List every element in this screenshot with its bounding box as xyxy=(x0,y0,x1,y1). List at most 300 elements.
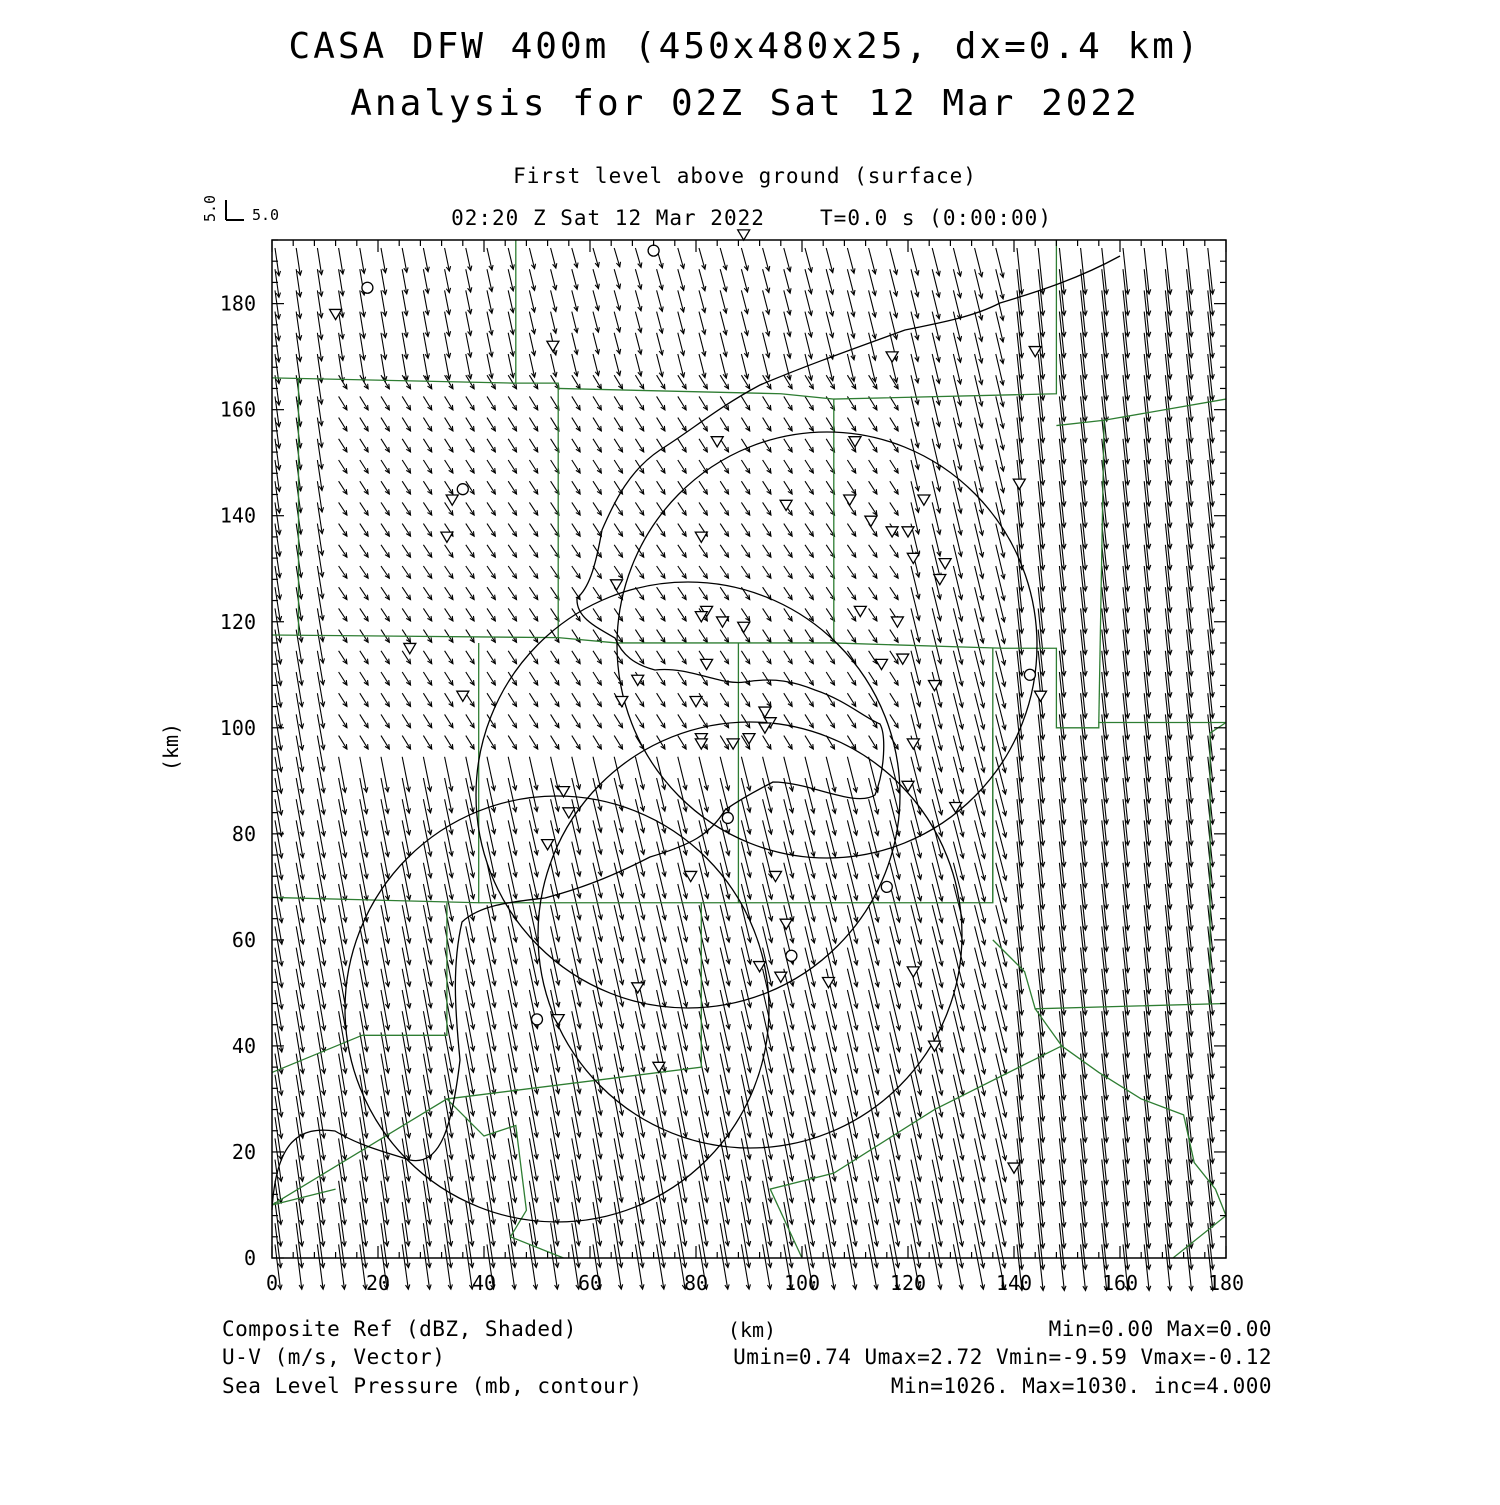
wind-vector xyxy=(932,1181,941,1225)
wind-vector xyxy=(890,1160,899,1203)
wind-vector xyxy=(911,1202,920,1246)
wind-vector xyxy=(890,1223,898,1267)
wind-vector xyxy=(953,714,962,750)
wind-vector xyxy=(317,926,324,965)
y-tick-label: 60 xyxy=(231,927,256,952)
wind-vector xyxy=(911,842,921,880)
wind-vector xyxy=(869,863,879,901)
wind-vector xyxy=(847,269,854,295)
wind-vector xyxy=(953,608,961,642)
wind-vector xyxy=(720,948,729,986)
wind-vector xyxy=(593,905,601,941)
wind-vector xyxy=(529,1138,536,1180)
wind-vector xyxy=(402,990,409,1030)
wind-vector xyxy=(275,820,282,858)
wind-vector xyxy=(487,905,495,942)
wind-vector xyxy=(572,1160,579,1203)
wind-vector xyxy=(678,990,687,1029)
wind-vector xyxy=(996,587,1005,622)
wind-vector xyxy=(551,1096,559,1137)
wind-vector xyxy=(635,1054,643,1094)
wind-vector xyxy=(572,948,580,985)
wind-vector xyxy=(805,1202,813,1246)
x-tick-label: 120 xyxy=(889,1271,927,1295)
wind-vector xyxy=(339,1075,346,1117)
wind-vector xyxy=(763,799,772,834)
wind-vector xyxy=(847,799,856,835)
wind-vector xyxy=(975,566,983,600)
wind-vector xyxy=(466,778,473,812)
wind-vector xyxy=(402,905,409,943)
wind-vector xyxy=(784,990,793,1029)
wind-vector xyxy=(360,1223,366,1267)
wind-vector xyxy=(805,969,814,1008)
wind-vector xyxy=(572,842,580,877)
wind-vector xyxy=(317,905,324,944)
wind-vector xyxy=(699,948,708,986)
wind-vector xyxy=(275,926,282,965)
footer-field2-stats: Umin=0.74 Umax=2.72 Vmin=-9.59 Vmax=-0.12 xyxy=(733,1345,1272,1369)
wind-vector xyxy=(763,926,772,964)
wind-vector xyxy=(296,863,303,901)
wind-vector xyxy=(805,1075,814,1116)
wind-vector xyxy=(508,1138,515,1180)
wind-vector xyxy=(953,1244,962,1289)
wind-vector xyxy=(826,290,832,316)
wind-vector xyxy=(826,926,835,964)
wind-vector xyxy=(466,1011,474,1051)
wind-vector xyxy=(847,1244,855,1289)
wind-vector xyxy=(996,757,1006,794)
wind-vector xyxy=(360,926,367,965)
wind-vector xyxy=(826,863,835,900)
wind-vector xyxy=(593,1223,600,1267)
wind-vector xyxy=(381,1181,387,1225)
wind-vector xyxy=(339,1160,345,1203)
wind-vector xyxy=(826,1075,835,1116)
footer-field3-name: Sea Level Pressure (mb, contour) xyxy=(222,1374,643,1398)
wind-vector xyxy=(275,842,282,880)
wind-vector xyxy=(296,1096,303,1138)
wind-vector xyxy=(296,1011,303,1052)
wind-vector xyxy=(402,1181,409,1224)
wind-vector xyxy=(635,1181,643,1224)
wind-vector xyxy=(635,1032,643,1071)
wind-vector xyxy=(402,1075,409,1116)
wind-vector xyxy=(996,820,1006,858)
wind-vector xyxy=(996,1138,1006,1181)
wind-vector xyxy=(784,1117,793,1159)
wind-vector xyxy=(296,990,303,1030)
wind-vector xyxy=(275,1138,281,1181)
wind-vector xyxy=(975,1181,984,1225)
wind-vector xyxy=(996,905,1006,945)
wind-vector xyxy=(572,1117,580,1159)
station-marker-triangle xyxy=(695,532,707,542)
wind-vector xyxy=(932,736,941,772)
wind-vector xyxy=(423,1160,430,1203)
wind-vector xyxy=(741,1160,749,1203)
wind-vector xyxy=(275,672,281,707)
station-marker-triangle xyxy=(754,962,766,972)
wind-vector xyxy=(975,1160,984,1203)
station-marker-triangle xyxy=(701,659,713,669)
wind-vector xyxy=(953,672,962,707)
wind-vector xyxy=(529,1117,537,1159)
wind-vector xyxy=(975,778,985,815)
station-marker-triangle xyxy=(865,516,877,526)
wind-vector xyxy=(996,566,1004,600)
station-marker-triangle xyxy=(939,559,951,569)
wind-vector xyxy=(275,1054,282,1096)
wind-vector xyxy=(805,1096,814,1138)
wind-vector xyxy=(657,1202,665,1246)
wind-vector xyxy=(932,1202,941,1246)
wind-vector xyxy=(805,799,814,835)
wind-vector xyxy=(975,1117,985,1160)
wind-vector xyxy=(381,969,388,1008)
wind-vector xyxy=(529,884,537,920)
wind-vector xyxy=(466,1160,473,1203)
wind-vector xyxy=(296,736,302,772)
wind-vector xyxy=(635,842,643,876)
wind-vector xyxy=(466,948,474,986)
wind-vector xyxy=(466,1032,474,1072)
wind-vector xyxy=(635,926,644,963)
wind-vector xyxy=(932,926,942,965)
wind-vector xyxy=(381,778,388,813)
wind-vector xyxy=(699,969,708,1007)
station-marker-circle xyxy=(532,1014,543,1025)
y-tick-label: 180 xyxy=(219,291,256,316)
wind-vector xyxy=(317,842,324,879)
wind-vector xyxy=(423,1223,429,1267)
station-marker-triangle xyxy=(717,617,729,627)
wind-vector xyxy=(381,926,388,964)
wind-vector xyxy=(296,1202,302,1246)
wind-vector xyxy=(614,1032,622,1071)
wind-vector xyxy=(593,1011,601,1050)
wind-vector xyxy=(911,926,921,965)
wind-vector xyxy=(423,1054,430,1095)
wind-vector xyxy=(720,842,729,877)
county-boundary xyxy=(272,240,516,383)
wind-vector xyxy=(508,842,516,877)
wind-vector xyxy=(953,651,962,686)
wind-vector xyxy=(339,1202,345,1246)
wind-vector xyxy=(996,1202,1005,1246)
wind-vector xyxy=(763,1181,771,1224)
station-marker-triangle xyxy=(1029,347,1041,357)
wind-vector xyxy=(339,1117,346,1159)
wind-vector xyxy=(466,990,474,1029)
wind-vector xyxy=(890,905,900,944)
wind-vector xyxy=(996,714,1005,751)
x-tick-label: 180 xyxy=(1207,1271,1245,1295)
wind-vector xyxy=(932,905,942,944)
wind-vector xyxy=(932,608,940,642)
wind-vector xyxy=(911,693,920,728)
wind-vector xyxy=(869,1181,878,1225)
wind-vector xyxy=(975,651,984,686)
wind-vector xyxy=(339,926,346,965)
wind-vector xyxy=(466,926,474,964)
wind-vector xyxy=(826,1054,835,1095)
wind-vector xyxy=(317,778,324,814)
wind-vector xyxy=(847,990,856,1030)
wind-vector xyxy=(402,1160,409,1203)
wind-vector xyxy=(487,1054,495,1094)
footer-field1-stats: Min=0.00 Max=0.00 xyxy=(1048,1317,1272,1341)
wind-vector xyxy=(996,1117,1006,1160)
wind-vector xyxy=(869,842,878,879)
station-marker-triangle xyxy=(446,495,458,505)
wind-vector xyxy=(720,778,728,812)
wind-vector xyxy=(869,1011,879,1051)
wind-vector xyxy=(763,1054,772,1095)
wind-vector xyxy=(932,1096,941,1138)
wind-vector xyxy=(699,990,708,1029)
wind-vector xyxy=(508,1117,515,1159)
wind-vector xyxy=(551,969,559,1007)
wind-vector xyxy=(869,990,879,1030)
wind-vector xyxy=(360,1181,366,1225)
wind-vector xyxy=(381,1160,388,1203)
station-marker-triangle xyxy=(738,622,750,632)
county-boundary xyxy=(362,903,447,1036)
county-boundary xyxy=(1099,420,1104,722)
wind-vector xyxy=(317,736,323,772)
wind-vector xyxy=(275,757,281,793)
station-marker-triangle xyxy=(653,1062,665,1072)
wind-vector xyxy=(508,1160,515,1203)
wind-vector xyxy=(741,948,750,986)
wind-vector xyxy=(699,926,708,963)
wind-vector xyxy=(996,884,1006,923)
wind-vector xyxy=(869,948,879,987)
wind-vector xyxy=(678,969,687,1007)
wind-vector xyxy=(635,1160,643,1203)
wind-vector xyxy=(529,1244,536,1289)
wind-vector xyxy=(720,1202,728,1246)
wind-vector xyxy=(381,1202,387,1246)
wind-vector xyxy=(826,990,835,1030)
wind-vector xyxy=(890,799,899,836)
wind-vector xyxy=(529,948,537,986)
wind-vector xyxy=(657,884,666,920)
wind-vector xyxy=(741,990,750,1029)
wind-vector xyxy=(360,969,367,1008)
wind-vector xyxy=(826,799,835,835)
wind-vector xyxy=(529,863,537,899)
wind-vector xyxy=(487,1117,494,1159)
wind-vector xyxy=(784,1075,793,1116)
wind-vector xyxy=(975,1244,984,1289)
wind-vector xyxy=(487,1202,494,1246)
wind-vector xyxy=(911,1075,920,1117)
wind-vector xyxy=(805,926,814,964)
wind-vector xyxy=(996,990,1006,1031)
wind-vector xyxy=(296,757,302,793)
wind-vector xyxy=(911,1223,920,1267)
wind-vector xyxy=(805,757,814,792)
wind-vector xyxy=(720,1223,728,1267)
wind-vector xyxy=(402,1054,409,1095)
wind-vector xyxy=(614,1011,622,1050)
wind-vector xyxy=(445,948,453,986)
wind-vector xyxy=(487,990,495,1029)
wind-vector xyxy=(296,842,303,880)
wind-vector xyxy=(317,1011,324,1052)
wind-vector xyxy=(932,863,942,901)
wind-vector xyxy=(975,926,985,966)
wind-vector xyxy=(720,1117,728,1159)
wind-vector xyxy=(381,1032,388,1073)
wind-vector xyxy=(445,799,452,834)
station-marker-triangle xyxy=(457,691,469,701)
wind-vector xyxy=(826,905,835,943)
wind-vector xyxy=(784,863,793,900)
wind-vector xyxy=(381,820,388,856)
wind-vector xyxy=(402,926,409,964)
wind-vector xyxy=(953,757,962,794)
wind-vector xyxy=(996,1011,1006,1052)
wind-vector xyxy=(996,651,1005,687)
wind-vector xyxy=(614,1054,622,1094)
wind-vector xyxy=(996,778,1006,816)
x-tick-labels xyxy=(266,1271,1244,1295)
wind-vector xyxy=(890,778,899,814)
wind-vector xyxy=(975,1223,984,1268)
wind-vector xyxy=(847,1096,856,1138)
wind-vector xyxy=(360,1117,367,1159)
wind-vector xyxy=(445,1138,452,1180)
wind-vector xyxy=(847,248,854,273)
station-marker-triangle xyxy=(404,643,416,653)
wind-vector xyxy=(275,1096,281,1138)
wind-vector xyxy=(614,1160,622,1203)
wind-vector xyxy=(826,757,835,792)
wind-vector xyxy=(741,1138,749,1180)
wind-vector xyxy=(720,1054,729,1094)
station-marker-triangle xyxy=(1035,691,1047,701)
wind-vector xyxy=(763,990,772,1029)
wind-vector xyxy=(381,1138,388,1181)
wind-vector xyxy=(423,1011,430,1051)
wind-vector xyxy=(614,1223,621,1267)
wind-vector xyxy=(763,1244,771,1289)
wind-vector xyxy=(890,1096,899,1138)
wind-vector xyxy=(678,1032,687,1072)
wind-vector xyxy=(953,1202,962,1246)
wind-vector xyxy=(975,1032,985,1073)
wind-vector xyxy=(508,1032,516,1072)
vector-key-v-label: 5.0 xyxy=(201,194,219,222)
wind-vector xyxy=(423,1202,429,1246)
wind-vector xyxy=(360,1032,367,1073)
station-marker-triangle xyxy=(743,734,755,744)
wind-vector xyxy=(805,842,814,878)
wind-vector xyxy=(572,1223,579,1267)
wind-vector xyxy=(996,545,1004,579)
wind-vector xyxy=(423,1117,430,1159)
model-time-label: T=0.0 s (0:00:00) xyxy=(820,206,1052,230)
wind-vector xyxy=(869,969,879,1009)
wind-vector xyxy=(317,1117,324,1159)
wind-vector xyxy=(572,926,580,963)
wind-vector xyxy=(635,948,644,985)
wind-vector xyxy=(953,1054,963,1096)
wind-vector xyxy=(445,990,453,1029)
wind-vector xyxy=(784,842,793,878)
wind-vector xyxy=(741,905,750,942)
x-tick-label: 20 xyxy=(365,1271,391,1295)
wind-vector xyxy=(657,1096,665,1137)
wind-vector xyxy=(932,1054,942,1096)
wind-vector xyxy=(953,842,963,880)
wind-vector xyxy=(869,905,879,943)
wind-vector xyxy=(339,842,346,879)
wind-vector xyxy=(529,1181,536,1224)
wind-vector xyxy=(339,1096,346,1138)
wind-vector xyxy=(635,1202,642,1246)
wind-vector xyxy=(529,1160,536,1203)
wind-vector xyxy=(826,842,835,879)
wind-vector xyxy=(296,948,303,988)
wind-vector xyxy=(741,1202,749,1246)
wind-vector xyxy=(614,1075,622,1115)
wind-vector xyxy=(932,969,942,1009)
wind-vector xyxy=(847,778,856,814)
y-axis-label: (km) xyxy=(159,722,183,772)
wind-vector xyxy=(784,1223,792,1267)
wind-vector xyxy=(487,820,495,855)
wind-vector xyxy=(657,1075,665,1116)
wind-vector xyxy=(975,736,984,773)
wind-vector xyxy=(614,1117,622,1158)
wind-vector xyxy=(402,1223,408,1267)
wind-vector xyxy=(953,948,963,988)
wind-vector xyxy=(466,820,474,855)
wind-vector xyxy=(339,778,346,814)
wind-vector xyxy=(572,1096,580,1137)
wind-vector xyxy=(360,1202,366,1246)
wind-vector xyxy=(975,905,985,944)
chart-title: CASA DFW 400m (450x480x25, dx=0.4 km) xyxy=(288,26,1202,67)
wind-vector xyxy=(551,905,559,941)
wind-vector xyxy=(572,1011,580,1050)
wind-vector xyxy=(826,1011,835,1051)
wind-vector xyxy=(953,1117,962,1160)
wind-vector xyxy=(720,990,729,1029)
wind-vector xyxy=(741,799,750,834)
wind-vector xyxy=(890,1032,900,1073)
wind-vector xyxy=(805,1032,814,1072)
wind-vector xyxy=(996,1181,1005,1225)
wind-vector xyxy=(678,1138,686,1180)
wind-vector xyxy=(445,1223,451,1267)
station-marker-circle xyxy=(722,812,733,823)
wind-vector xyxy=(593,990,601,1028)
station-marker-triangle xyxy=(902,781,914,791)
wind-vector xyxy=(784,1202,792,1246)
wind-vector xyxy=(890,1138,899,1181)
station-marker-circle xyxy=(648,245,659,256)
wind-vector xyxy=(339,1054,346,1095)
wind-vector xyxy=(317,757,324,793)
wind-vector xyxy=(869,1223,877,1267)
wind-vector xyxy=(339,863,346,901)
